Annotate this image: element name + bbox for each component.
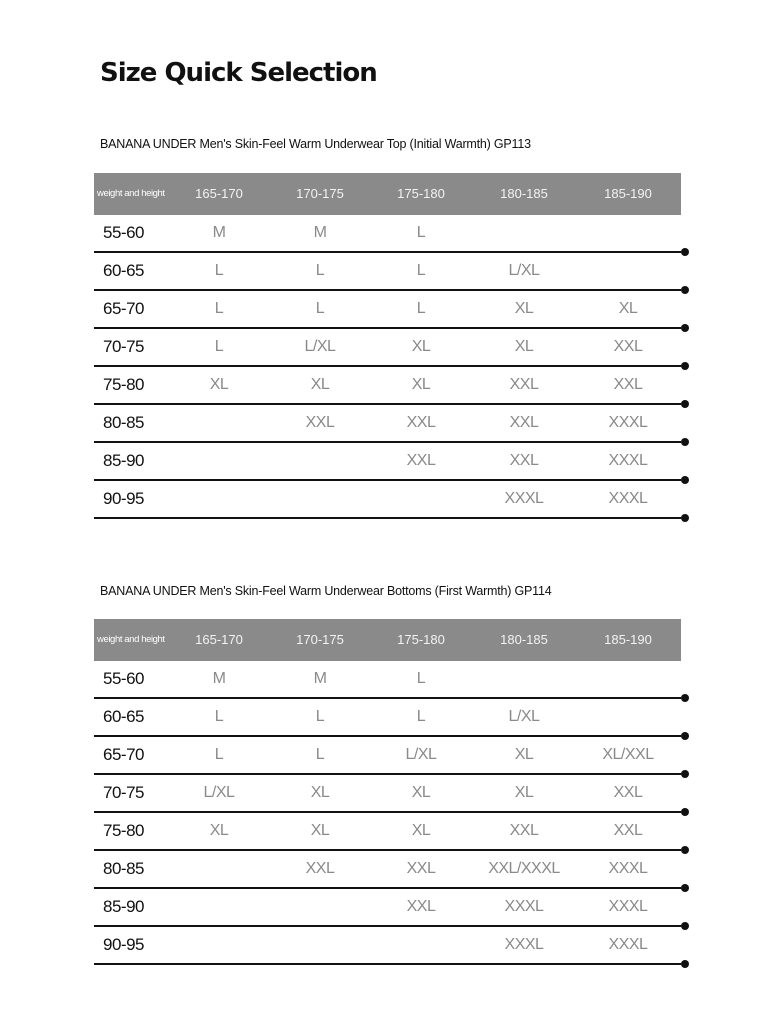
weight-range-label: 65-70: [103, 299, 144, 318]
size-cell: XXL: [509, 822, 539, 839]
size-cell: XL: [310, 376, 330, 393]
table-row: [94, 927, 681, 965]
top-size-table: [94, 173, 681, 519]
size-cell: L/XL: [405, 746, 437, 763]
size-cell: XXL: [509, 414, 539, 431]
weight-range-label: 65-70: [103, 745, 144, 764]
size-cell: M: [313, 224, 327, 241]
size-cell: M: [313, 670, 327, 687]
size-cell: L: [315, 262, 325, 279]
size-cell: [583, 699, 673, 735]
height-column-header: 170-175: [296, 186, 344, 201]
height-column-header: 180-185: [500, 632, 548, 647]
size-cell: L/XL: [203, 784, 235, 801]
title-reflection: [100, 94, 350, 108]
size-cell: [479, 661, 569, 697]
bottoms-table-title: BANANA UNDER Men's Skin-Feel Warm Underwear Bottoms (First Warmth) GP114: [100, 584, 552, 598]
table-header-row: [94, 619, 681, 661]
table-row: [94, 851, 681, 889]
weight-range-label: 75-80: [103, 821, 144, 840]
size-cell: [275, 443, 365, 479]
size-cell: XXXL: [608, 936, 648, 953]
size-cell: [275, 889, 365, 925]
table-row: [94, 889, 681, 927]
height-column-header: 185-190: [604, 632, 652, 647]
size-cell: XXXL: [608, 452, 648, 469]
size-cell: XL: [310, 822, 330, 839]
size-cell: L: [416, 670, 426, 687]
size-cell: L: [214, 338, 224, 355]
size-cell: L/XL: [304, 338, 336, 355]
height-column-header: 165-170: [195, 186, 243, 201]
size-cell: L: [416, 224, 426, 241]
table-row: [94, 661, 681, 699]
table-row: [94, 215, 681, 253]
size-cell: L: [214, 300, 224, 317]
size-cell: XL: [618, 300, 638, 317]
size-cell: [376, 481, 466, 517]
table-row: [94, 405, 681, 443]
size-cell: XXL/XXXL: [488, 860, 560, 877]
size-cell: XL: [209, 822, 229, 839]
table-row: [94, 367, 681, 405]
weight-range-label: 70-75: [103, 783, 144, 802]
size-cell: XXL: [406, 452, 436, 469]
size-cell: [174, 889, 264, 925]
size-cell: [174, 443, 264, 479]
height-column-header: 180-185: [500, 186, 548, 201]
size-cell: [275, 481, 365, 517]
height-column-header: 185-190: [604, 186, 652, 201]
size-cell: L: [214, 708, 224, 725]
size-cell: XL: [209, 376, 229, 393]
size-cell: L: [416, 300, 426, 317]
size-cell: XL: [411, 338, 431, 355]
size-cell: M: [212, 670, 226, 687]
size-cell: XL: [514, 338, 534, 355]
size-cell: [583, 661, 673, 697]
size-cell: XXL: [305, 860, 335, 877]
size-cell: XXL: [613, 822, 643, 839]
size-cell: L: [315, 708, 325, 725]
weight-range-label: 85-90: [103, 897, 144, 916]
corner-label: weight and height: [97, 188, 165, 199]
size-cell: [174, 481, 264, 517]
size-cell: L: [214, 262, 224, 279]
size-cell: [275, 927, 365, 963]
size-cell: XXL: [613, 338, 643, 355]
size-cell: XL: [411, 376, 431, 393]
size-cell: XXXL: [504, 898, 544, 915]
weight-range-label: 90-95: [103, 489, 144, 508]
height-column-header: 165-170: [195, 632, 243, 647]
size-cell: XXL: [406, 898, 436, 915]
size-cell: XL: [514, 784, 534, 801]
size-cell: XL/XXL: [602, 746, 654, 763]
size-cell: XXXL: [504, 490, 544, 507]
weight-range-label: 80-85: [103, 859, 144, 878]
size-cell: [174, 405, 264, 441]
table-row: [94, 291, 681, 329]
weight-range-label: 80-85: [103, 413, 144, 432]
size-cell: [583, 215, 673, 251]
size-cell: L: [315, 300, 325, 317]
table-row: [94, 253, 681, 291]
table-row: [94, 443, 681, 481]
size-cell: XXL: [613, 376, 643, 393]
weight-range-label: 55-60: [103, 669, 144, 688]
size-cell: XXL: [613, 784, 643, 801]
size-cell: XXL: [406, 414, 436, 431]
size-cell: XXXL: [608, 414, 648, 431]
size-cell: [174, 927, 264, 963]
size-cell: [376, 927, 466, 963]
size-cell: XL: [411, 822, 431, 839]
table-row: [94, 813, 681, 851]
size-cell: XXL: [509, 452, 539, 469]
size-cell: XXXL: [608, 860, 648, 877]
size-cell: [174, 851, 264, 887]
height-column-header: 170-175: [296, 632, 344, 647]
size-cell: [583, 253, 673, 289]
bottoms-size-table: [94, 619, 681, 965]
size-cell: XXXL: [504, 936, 544, 953]
table-row: [94, 775, 681, 813]
table-row: [94, 329, 681, 367]
table-header-row: [94, 173, 681, 215]
table-row: [94, 737, 681, 775]
table-row: [94, 481, 681, 519]
weight-range-label: 85-90: [103, 451, 144, 470]
size-cell: XXXL: [608, 490, 648, 507]
size-cell: L: [214, 746, 224, 763]
size-cell: L/XL: [508, 262, 540, 279]
page-title: Size Quick Selection: [100, 58, 377, 88]
weight-range-label: 55-60: [103, 223, 144, 242]
size-cell: XXL: [509, 376, 539, 393]
top-table-title: BANANA UNDER Men's Skin-Feel Warm Underwear Top (Initial Warmth) GP113: [100, 137, 531, 151]
size-cell: XL: [514, 300, 534, 317]
size-cell: XXL: [406, 860, 436, 877]
size-cell: M: [212, 224, 226, 241]
height-column-header: 175-180: [397, 632, 445, 647]
corner-label: weight and height: [97, 634, 165, 645]
size-cell: L: [416, 708, 426, 725]
size-cell: L: [315, 746, 325, 763]
weight-range-label: 90-95: [103, 935, 144, 954]
weight-range-label: 60-65: [103, 261, 144, 280]
weight-range-label: 75-80: [103, 375, 144, 394]
weight-range-label: 70-75: [103, 337, 144, 356]
size-cell: XXL: [305, 414, 335, 431]
size-cell: XL: [411, 784, 431, 801]
weight-range-label: 60-65: [103, 707, 144, 726]
height-column-header: 175-180: [397, 186, 445, 201]
size-cell: XXXL: [608, 898, 648, 915]
size-cell: L: [416, 262, 426, 279]
size-cell: L/XL: [508, 708, 540, 725]
size-cell: XL: [514, 746, 534, 763]
table-row: [94, 699, 681, 737]
size-cell: XL: [310, 784, 330, 801]
size-cell: [479, 215, 569, 251]
